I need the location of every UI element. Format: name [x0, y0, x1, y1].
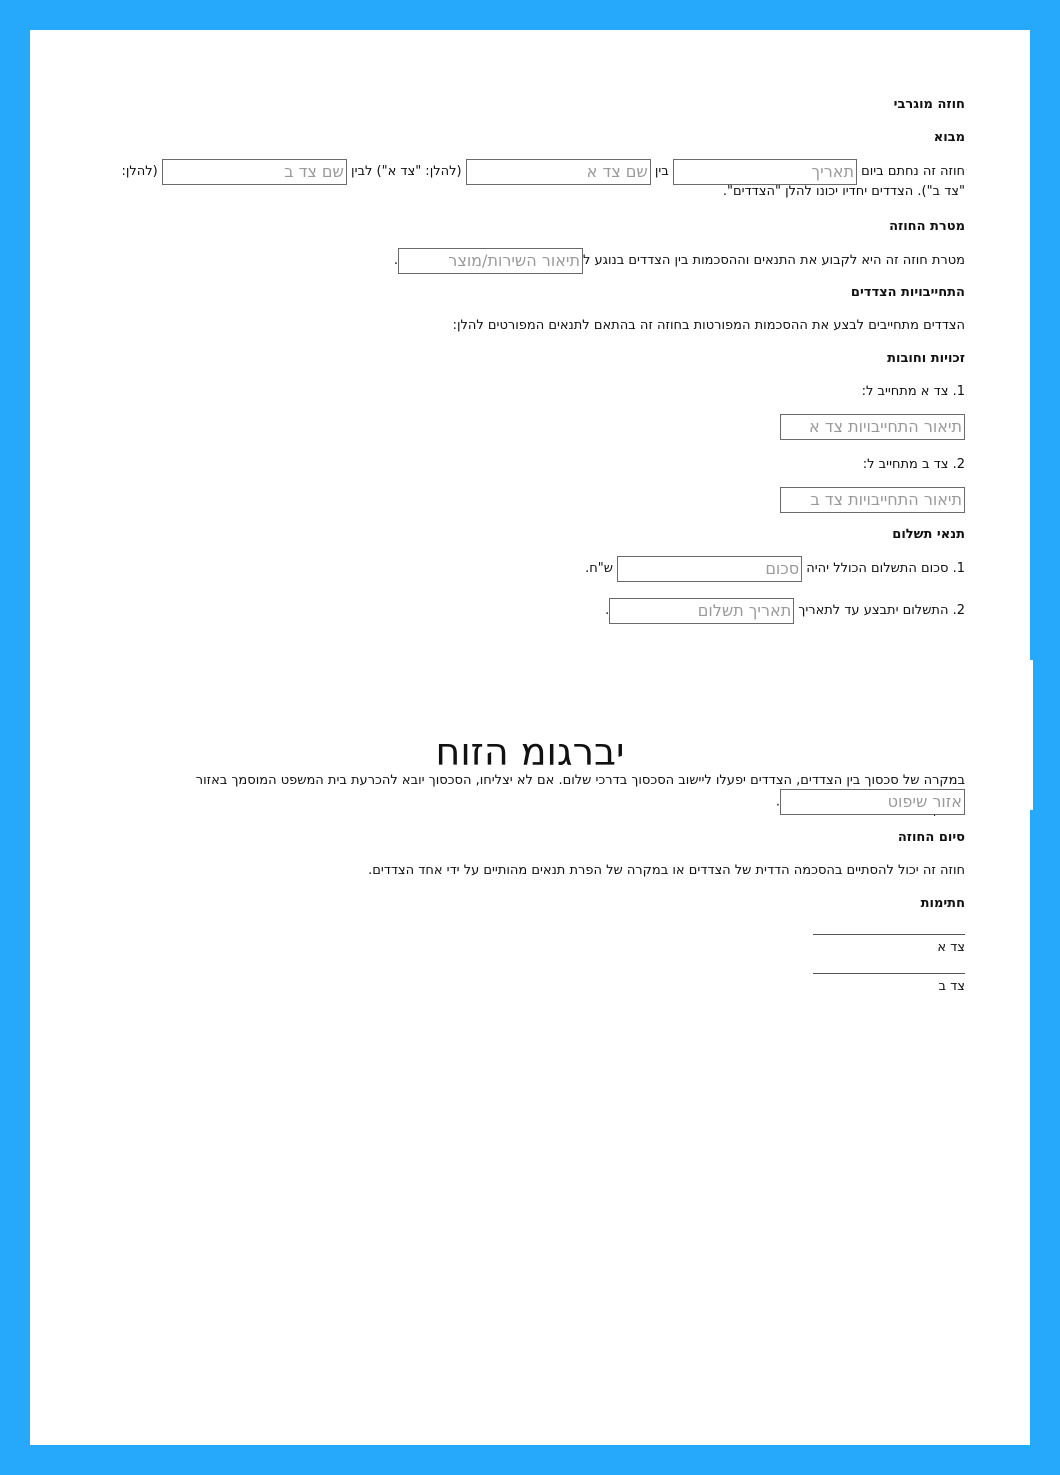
- party-a-obligations-field[interactable]: תיאור התחייבויות צד א: [780, 414, 965, 440]
- signatures-heading: חתימות: [920, 896, 965, 911]
- party-a-name-field[interactable]: שם צד א: [466, 159, 651, 185]
- intro-heading: מבוא: [933, 130, 965, 145]
- dispute-field-row: [114, 789, 965, 817]
- intro-party-b-label: (להלן:: [121, 164, 158, 179]
- page-edge-artifact: [1027, 660, 1033, 810]
- payment-heading: תנאי תשלום: [892, 527, 965, 542]
- purpose-line: [114, 246, 965, 276]
- rights-item-2: 2. צד ב מתחייב ל:: [862, 457, 965, 472]
- obligations-heading: התחייבויות הצדדים: [850, 285, 965, 300]
- dispute-period: .: [775, 794, 780, 810]
- document-content: [114, 94, 965, 996]
- rights-item-2-row: [114, 487, 965, 515]
- service-description-field[interactable]: תיאור השירות/מוצר: [398, 248, 583, 274]
- signature-b: [114, 973, 965, 996]
- party-b-name-field[interactable]: שם צד ב: [162, 159, 347, 185]
- document-title: חוזה מוגרבי: [893, 97, 965, 112]
- payment-item-1-text: 1. סכום התשלום הכולל יהיה: [806, 561, 965, 576]
- payment-date-field[interactable]: תאריך תשלום: [609, 598, 794, 624]
- payment-item-1: [114, 554, 965, 584]
- dispute-sentence: במקרה של סכסוך בין הצדדים, הצדדים יפעלו ליישוב הסכסוך בדרכי שלום. אם לא יצליחו, הסכסוך יובא להכרעת בית המשפט המוסמך באזור: [195, 773, 965, 788]
- overlay-title: יברגומ הזוח: [435, 730, 625, 774]
- purpose-text: מטרת חוזה זה היא לקבוע את התנאים וההסכמות בין הצדדים בנוגע ל: [582, 253, 965, 268]
- dispute-text: [114, 772, 965, 790]
- signature-label-a: צד א: [937, 940, 965, 955]
- date-field[interactable]: תאריך: [673, 159, 857, 185]
- stray-period: .: [933, 808, 937, 819]
- intro-line-2: "צד ב"). הצדדים יחדיו יכונו להלן "הצדדים".: [722, 184, 965, 199]
- document-page: [30, 30, 1030, 1445]
- intro-text-a: חוזה זה נחתם ביום: [861, 164, 965, 179]
- party-b-obligations-field[interactable]: תיאור התחייבויות צד ב: [780, 487, 965, 513]
- rights-item-1: 1. צד א מתחייב ל:: [861, 384, 965, 399]
- jurisdiction-field[interactable]: אזור שיפוט: [780, 789, 965, 815]
- signature-line-a[interactable]: [813, 934, 965, 935]
- intro-party-a-label: (להלן: "צד א") לבין: [351, 164, 462, 179]
- payment-period: .: [605, 603, 610, 618]
- signature-a: [114, 934, 965, 957]
- payment-item-2: [114, 596, 965, 626]
- intro-between: בין: [654, 164, 669, 179]
- termination-text: חוזה זה יכול להסתיים בהסכמה הדדית של הצדדים או במקרה של הפרת תנאים מהותיים על ידי אחד הצדדים.: [368, 863, 965, 878]
- obligations-text: הצדדים מתחייבים לבצע את ההסכמות המפורטות בחוזה זה בהתאם לתנאים המפורטים להלן:: [452, 318, 965, 333]
- rights-heading: זכויות וחובות: [887, 351, 965, 366]
- termination-heading: סיום החוזה: [897, 830, 965, 845]
- payment-currency: ש"ח.: [585, 561, 613, 576]
- payment-item-2-text: 2. התשלום יתבצע עד לתאריך: [798, 603, 965, 618]
- purpose-period: .: [393, 253, 398, 268]
- purpose-heading: מטרת החוזה: [889, 219, 965, 234]
- signature-line-b[interactable]: [813, 973, 965, 974]
- signature-label-b: צד ב: [938, 979, 965, 994]
- rights-item-1-row: [114, 414, 965, 442]
- payment-amount-field[interactable]: סכום: [617, 556, 802, 582]
